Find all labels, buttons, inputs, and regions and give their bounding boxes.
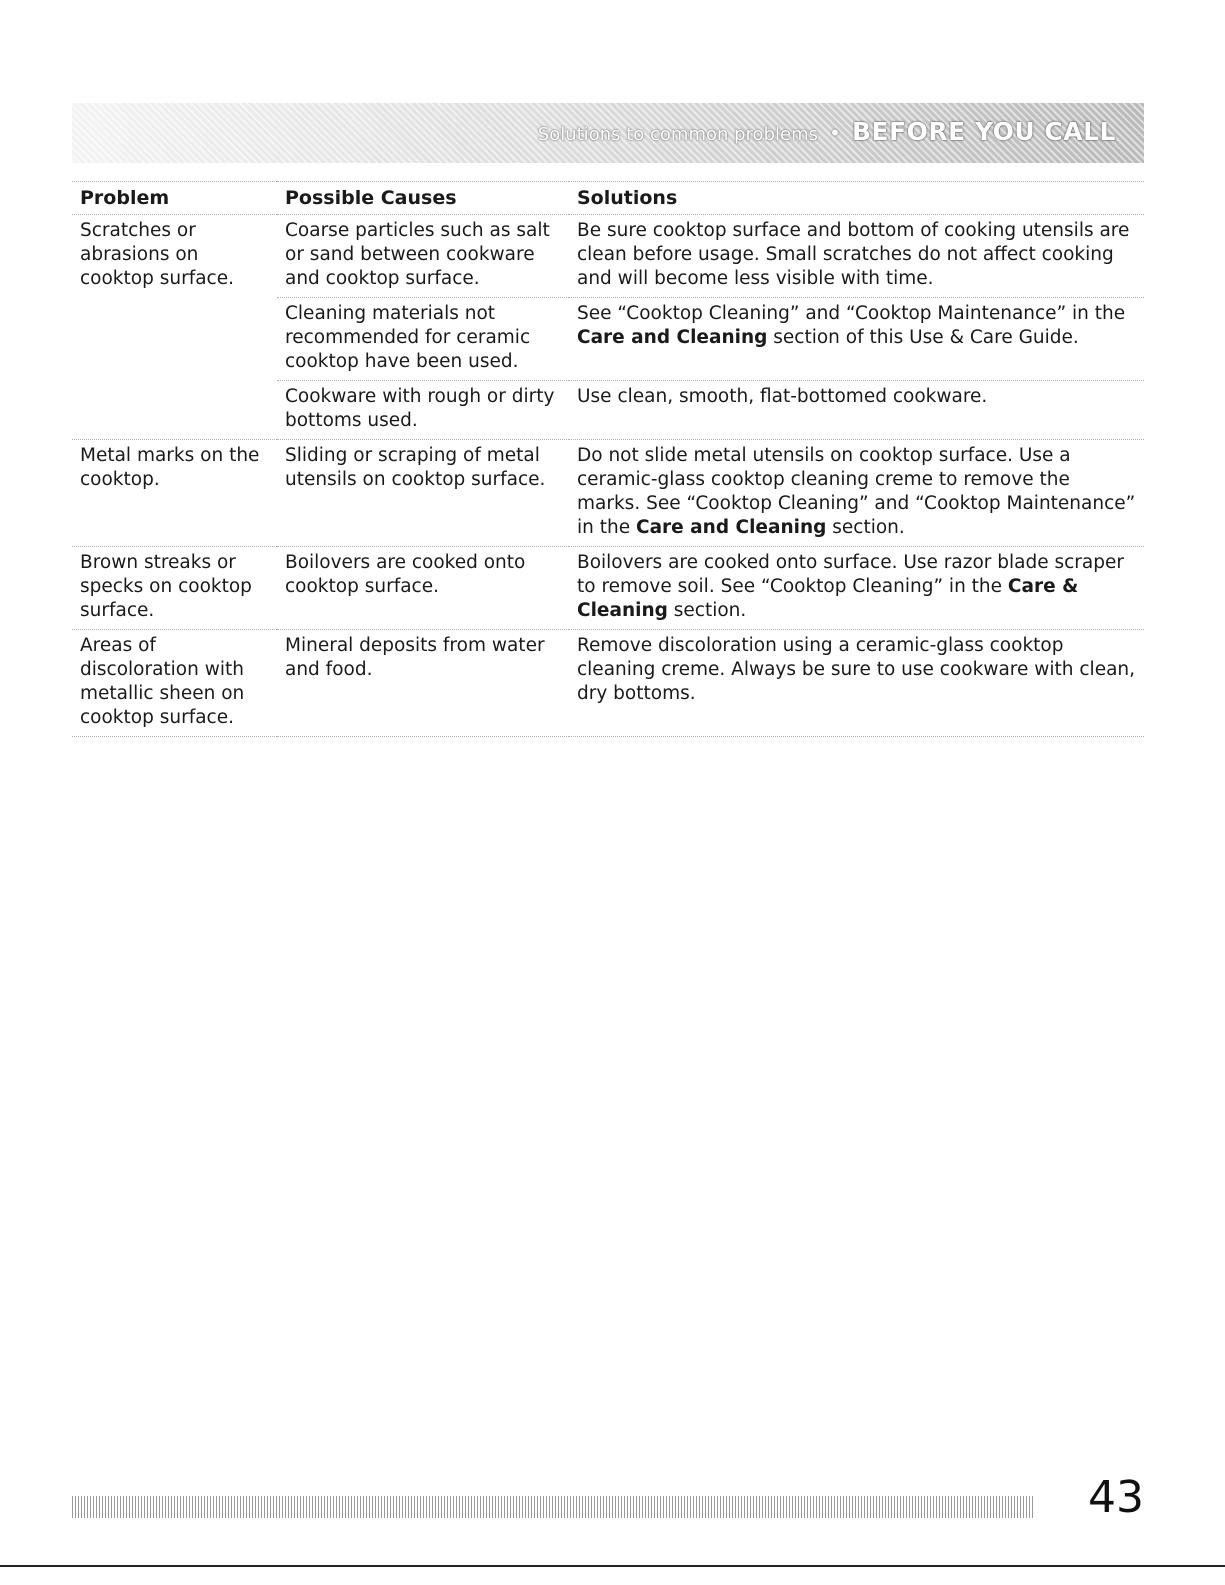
bottom-rule — [0, 1565, 1225, 1567]
table-row — [72, 630, 1144, 737]
banner-heading — [538, 117, 1116, 146]
solution-text: Use clean, smooth, flat-bottomed cookware. — [577, 386, 988, 407]
table-body — [72, 215, 1144, 737]
solution-text: Do not slide metal utensils on cooktop surface. Use a ceramic-glass cooktop cleaning creme to remove the marks. See “Cooktop Cleaning” and “Cooktop Maintenance” in the — [577, 445, 1136, 538]
banner-title: BEFORE YOU CALL — [851, 117, 1116, 146]
solution-text: Be sure cooktop surface and bottom of cooking utensils are clean before usage. Small scratches do not affect cooking and will become less visible with time. — [577, 220, 1130, 289]
problem-cell: Areas of discoloration with metallic sheen on cooktop surface. — [72, 630, 277, 737]
solution-cell — [569, 547, 1144, 630]
solution-emphasis: Care and Cleaning — [636, 517, 827, 538]
cause-cell: Coarse particles such as salt or sand between cookware and cooktop surface. — [277, 215, 569, 298]
solution-text: See “Cooktop Cleaning” and “Cooktop Maintenance” in the — [577, 303, 1126, 324]
section-banner — [72, 103, 1144, 163]
table-header — [72, 182, 1144, 215]
banner-subtitle: Solutions to common problems — [537, 124, 818, 145]
solution-text: section. — [826, 517, 905, 538]
solution-cell — [569, 298, 1144, 381]
solution-text: Remove discoloration using a ceramic-glass cooktop cleaning creme. Always be sure to use cookware with clean, dry bottoms. — [577, 635, 1136, 704]
solution-emphasis: Care and Cleaning — [577, 327, 768, 348]
footer-stripe — [72, 1496, 1034, 1518]
solution-cell — [569, 381, 1144, 440]
solution-text: section. — [667, 600, 747, 621]
cause-cell: Cleaning materials not recommended for ceramic cooktop have been used. — [277, 298, 569, 381]
solution-cell — [569, 215, 1144, 298]
table-row — [72, 440, 1144, 547]
solution-cell — [569, 440, 1144, 547]
solution-cell — [569, 630, 1144, 737]
problem-cell: Metal marks on the cooktop. — [72, 440, 277, 547]
header-solutions: Solutions — [569, 182, 1144, 215]
cause-cell: Mineral deposits from water and food. — [277, 630, 569, 737]
header-problem: Problem — [72, 182, 277, 215]
table-row — [72, 547, 1144, 630]
cause-cell: Boilovers are cooked onto cooktop surface. — [277, 547, 569, 630]
header-possible-causes: Possible Causes — [277, 182, 569, 215]
troubleshooting-table — [72, 181, 1144, 737]
cause-cell: Sliding or scraping of metal utensils on cooktop surface. — [277, 440, 569, 547]
header-row — [72, 182, 1144, 215]
problem-cell: Brown streaks or specks on cooktop surface. — [72, 547, 277, 630]
banner-separator: • — [829, 121, 841, 145]
solution-emphasis: Care & Cleaning — [577, 576, 1079, 621]
problem-cell: Scratches or abrasions on cooktop surface. — [72, 215, 277, 440]
solution-text: Boilovers are cooked onto surface. Use razor blade scraper to remove soil. See “Cooktop Cleaning” in the — [577, 552, 1124, 597]
page-number: 43 — [1088, 1472, 1144, 1523]
table-row — [72, 215, 1144, 298]
cause-cell: Cookware with rough or dirty bottoms used. — [277, 381, 569, 440]
solution-text: section of this Use & Care Guide. — [767, 327, 1079, 348]
